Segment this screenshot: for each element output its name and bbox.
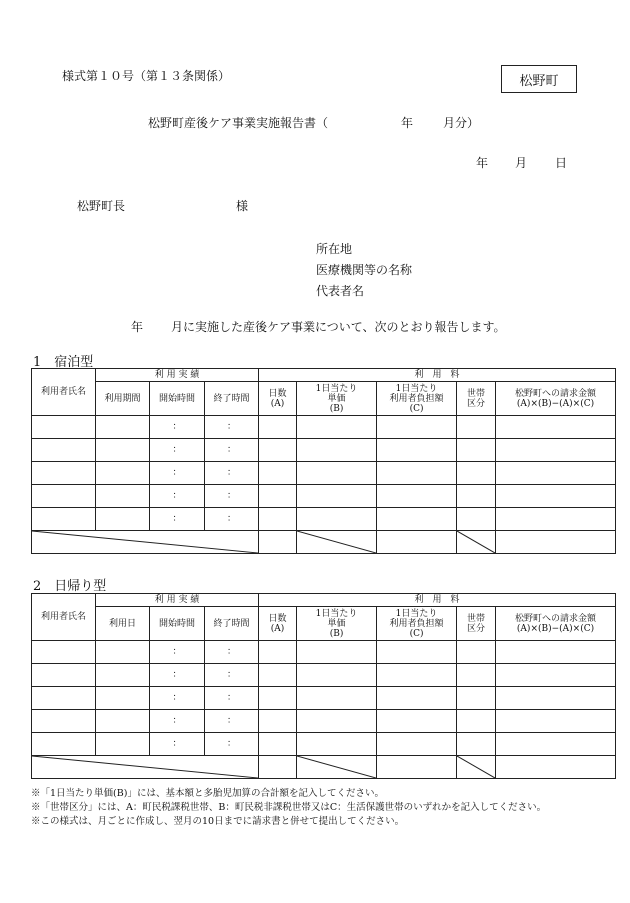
claim-cell[interactable] bbox=[496, 710, 616, 733]
header-user-name: 利用者氏名 bbox=[32, 369, 96, 416]
header-household: 世帯 区分 bbox=[457, 382, 496, 416]
table-row bbox=[32, 733, 616, 756]
end-time-cell[interactable]: ： bbox=[205, 508, 259, 531]
end-time-cell[interactable]: ： bbox=[205, 710, 259, 733]
total-claim-cell[interactable] bbox=[496, 531, 616, 554]
start-time-cell[interactable]: ： bbox=[150, 687, 205, 710]
user-name-cell[interactable] bbox=[32, 416, 96, 439]
total-burden-cell[interactable] bbox=[377, 756, 457, 779]
household-cell[interactable] bbox=[457, 439, 496, 462]
totals-diagonal-cell bbox=[32, 756, 259, 779]
header-start-time: 開始時間 bbox=[150, 607, 205, 641]
table-row bbox=[32, 416, 616, 439]
header-days: 日数 (A) bbox=[259, 607, 297, 641]
use-date-cell[interactable] bbox=[96, 710, 150, 733]
start-time-cell[interactable]: ： bbox=[150, 416, 205, 439]
addressee-honorific: 様 bbox=[236, 199, 249, 213]
claim-cell[interactable] bbox=[496, 439, 616, 462]
header-fee-group: 利 用 料 bbox=[259, 594, 616, 607]
town-stamp-box: 松野町 bbox=[501, 65, 577, 93]
unit-price-cell[interactable] bbox=[297, 733, 377, 756]
start-time-cell[interactable]: ： bbox=[150, 664, 205, 687]
claim-cell[interactable] bbox=[496, 733, 616, 756]
header-unit-price: 1日当たり 単価 (B) bbox=[297, 382, 377, 416]
days-cell[interactable] bbox=[259, 416, 297, 439]
user-name-cell[interactable] bbox=[32, 687, 96, 710]
diagonal-line bbox=[457, 531, 495, 553]
unit-price-cell[interactable] bbox=[297, 710, 377, 733]
unit-price-cell[interactable] bbox=[297, 462, 377, 485]
period-cell[interactable] bbox=[96, 439, 150, 462]
sender-representative-label: 代表者名 bbox=[316, 284, 365, 298]
days-cell[interactable] bbox=[259, 733, 297, 756]
days-cell[interactable] bbox=[259, 439, 297, 462]
totals-diagonal-cell bbox=[32, 531, 259, 554]
header-usage-group: 利 用 実 績 bbox=[96, 369, 259, 382]
table-row bbox=[32, 664, 616, 687]
household-cell[interactable] bbox=[457, 416, 496, 439]
diagonal-line bbox=[457, 756, 495, 778]
period-cell[interactable] bbox=[96, 462, 150, 485]
claim-cell[interactable] bbox=[496, 416, 616, 439]
period-cell[interactable] bbox=[96, 416, 150, 439]
header-claim-amount: 松野町への請求金額 (A)×(B)−(A)×(C) bbox=[496, 382, 616, 416]
user-name-cell[interactable] bbox=[32, 664, 96, 687]
date-month: 月 bbox=[515, 156, 528, 170]
unit-price-cell[interactable] bbox=[297, 508, 377, 531]
section2-heading: 2 日帰り型 bbox=[33, 579, 107, 594]
unit-price-cell[interactable] bbox=[297, 439, 377, 462]
burden-cell[interactable] bbox=[377, 485, 457, 508]
period-cell[interactable] bbox=[96, 508, 150, 531]
report-title-year: 年 bbox=[401, 116, 414, 130]
user-name-cell[interactable] bbox=[32, 462, 96, 485]
report-title-month: 月分） bbox=[443, 116, 480, 130]
user-name-cell[interactable] bbox=[32, 710, 96, 733]
user-name-cell[interactable] bbox=[32, 508, 96, 531]
header-start-time: 開始時間 bbox=[150, 382, 205, 416]
total-days-cell[interactable] bbox=[259, 756, 297, 779]
total-claim-cell[interactable] bbox=[496, 756, 616, 779]
start-time-cell[interactable]: ： bbox=[150, 641, 205, 664]
end-time-cell[interactable]: ： bbox=[205, 485, 259, 508]
totals-row bbox=[32, 531, 616, 554]
user-name-cell[interactable] bbox=[32, 439, 96, 462]
note-household: ※「世帯区分」には、A：町民税課税世帯、B：町民税非課税世帯又はC：生活保護世帯のいずれかを記入してください。 bbox=[31, 802, 547, 813]
section1-heading: 1 宿泊型 bbox=[33, 355, 94, 370]
table-row bbox=[32, 462, 616, 485]
header-unit-price: 1日当たり 単価 (B) bbox=[297, 607, 377, 641]
burden-cell[interactable] bbox=[377, 733, 457, 756]
start-time-cell[interactable]: ： bbox=[150, 733, 205, 756]
claim-cell[interactable] bbox=[496, 687, 616, 710]
end-time-cell[interactable]: ： bbox=[205, 439, 259, 462]
burden-cell[interactable] bbox=[377, 641, 457, 664]
section1-table bbox=[31, 368, 616, 554]
table-row bbox=[32, 485, 616, 508]
header-end-time: 終了時間 bbox=[205, 382, 259, 416]
household-cell[interactable] bbox=[457, 462, 496, 485]
household-cell[interactable] bbox=[457, 641, 496, 664]
header-claim-amount: 松野町への請求金額 (A)×(B)−(A)×(C) bbox=[496, 607, 616, 641]
use-date-cell[interactable] bbox=[96, 733, 150, 756]
user-name-cell[interactable] bbox=[32, 485, 96, 508]
household-diagonal-cell bbox=[457, 531, 496, 554]
claim-cell[interactable] bbox=[496, 664, 616, 687]
section2-table bbox=[31, 593, 616, 779]
burden-cell[interactable] bbox=[377, 416, 457, 439]
header-use-date: 利用日 bbox=[96, 607, 150, 641]
note-unit-price: ※「1日当たり単価(B)」には、基本額と多胎児加算の合計額を記入してください。 bbox=[31, 788, 384, 799]
unit-price-cell[interactable] bbox=[297, 485, 377, 508]
start-time-cell[interactable]: ： bbox=[150, 710, 205, 733]
table-row bbox=[32, 439, 616, 462]
diagonal-line bbox=[32, 756, 258, 778]
days-cell[interactable] bbox=[259, 664, 297, 687]
table-row bbox=[32, 641, 616, 664]
date-day: 日 bbox=[555, 156, 568, 170]
days-cell[interactable] bbox=[259, 462, 297, 485]
table-row bbox=[32, 710, 616, 733]
claim-cell[interactable] bbox=[496, 508, 616, 531]
end-time-cell[interactable]: ： bbox=[205, 641, 259, 664]
burden-cell[interactable] bbox=[377, 508, 457, 531]
end-time-cell[interactable]: ： bbox=[205, 416, 259, 439]
use-date-cell[interactable] bbox=[96, 641, 150, 664]
report-sentence-year: 年 bbox=[131, 320, 144, 334]
claim-cell[interactable] bbox=[496, 485, 616, 508]
burden-cell[interactable] bbox=[377, 710, 457, 733]
claim-cell[interactable] bbox=[496, 462, 616, 485]
use-date-cell[interactable] bbox=[96, 664, 150, 687]
header-fee-group: 利 用 料 bbox=[259, 369, 616, 382]
start-time-cell[interactable]: ： bbox=[150, 485, 205, 508]
household-cell[interactable] bbox=[457, 664, 496, 687]
start-time-cell[interactable]: ： bbox=[150, 508, 205, 531]
household-cell[interactable] bbox=[457, 485, 496, 508]
total-days-cell[interactable] bbox=[259, 531, 297, 554]
unit-price-diagonal-cell bbox=[297, 756, 377, 779]
header-user-burden: 1日当たり 利用者負担額 (C) bbox=[377, 382, 457, 416]
days-cell[interactable] bbox=[259, 641, 297, 664]
form-number: 様式第１０号（第１３条関係） bbox=[62, 69, 231, 83]
header-end-time: 終了時間 bbox=[205, 607, 259, 641]
unit-price-diagonal-cell bbox=[297, 531, 377, 554]
unit-price-cell[interactable] bbox=[297, 641, 377, 664]
sender-address-label: 所在地 bbox=[316, 242, 353, 256]
unit-price-cell[interactable] bbox=[297, 416, 377, 439]
burden-cell[interactable] bbox=[377, 687, 457, 710]
table-row bbox=[32, 687, 616, 710]
header-period: 利用期間 bbox=[96, 382, 150, 416]
diagonal-line bbox=[297, 531, 376, 553]
household-cell[interactable] bbox=[457, 687, 496, 710]
start-time-cell[interactable]: ： bbox=[150, 439, 205, 462]
days-cell[interactable] bbox=[259, 485, 297, 508]
household-cell[interactable] bbox=[457, 733, 496, 756]
claim-cell[interactable] bbox=[496, 641, 616, 664]
days-cell[interactable] bbox=[259, 508, 297, 531]
start-time-cell[interactable]: ： bbox=[150, 462, 205, 485]
sender-org-label: 医療機関等の名称 bbox=[316, 263, 413, 277]
table-row bbox=[32, 508, 616, 531]
days-cell[interactable] bbox=[259, 710, 297, 733]
header-user-name: 利用者氏名 bbox=[32, 594, 96, 641]
report-sentence: 月に実施した産後ケア事業について、次のとおり報告します。 bbox=[171, 320, 506, 334]
header-household: 世帯 区分 bbox=[457, 607, 496, 641]
end-time-cell[interactable]: ： bbox=[205, 733, 259, 756]
burden-cell[interactable] bbox=[377, 439, 457, 462]
header-usage-group: 利 用 実 績 bbox=[96, 594, 259, 607]
end-time-cell[interactable]: ： bbox=[205, 462, 259, 485]
burden-cell[interactable] bbox=[377, 664, 457, 687]
days-cell[interactable] bbox=[259, 687, 297, 710]
user-name-cell[interactable] bbox=[32, 641, 96, 664]
burden-cell[interactable] bbox=[377, 462, 457, 485]
total-burden-cell[interactable] bbox=[377, 531, 457, 554]
totals-row bbox=[32, 756, 616, 779]
end-time-cell[interactable]: ： bbox=[205, 664, 259, 687]
note-submission: ※この様式は、月ごとに作成し、翌月の10日までに請求書と併せて提出してください。 bbox=[31, 816, 405, 827]
household-cell[interactable] bbox=[457, 710, 496, 733]
household-diagonal-cell bbox=[457, 756, 496, 779]
unit-price-cell[interactable] bbox=[297, 664, 377, 687]
household-cell[interactable] bbox=[457, 508, 496, 531]
header-days: 日数 (A) bbox=[259, 382, 297, 416]
use-date-cell[interactable] bbox=[96, 687, 150, 710]
period-cell[interactable] bbox=[96, 485, 150, 508]
unit-price-cell[interactable] bbox=[297, 687, 377, 710]
end-time-cell[interactable]: ： bbox=[205, 687, 259, 710]
report-title-prefix: 松野町産後ケア事業実施報告書（ bbox=[148, 116, 329, 130]
header-user-burden: 1日当たり 利用者負担額 (C) bbox=[377, 607, 457, 641]
user-name-cell[interactable] bbox=[32, 733, 96, 756]
date-year: 年 bbox=[476, 156, 489, 170]
addressee-name: 松野町長 bbox=[77, 199, 126, 213]
diagonal-line bbox=[32, 531, 258, 553]
diagonal-line bbox=[297, 756, 376, 778]
